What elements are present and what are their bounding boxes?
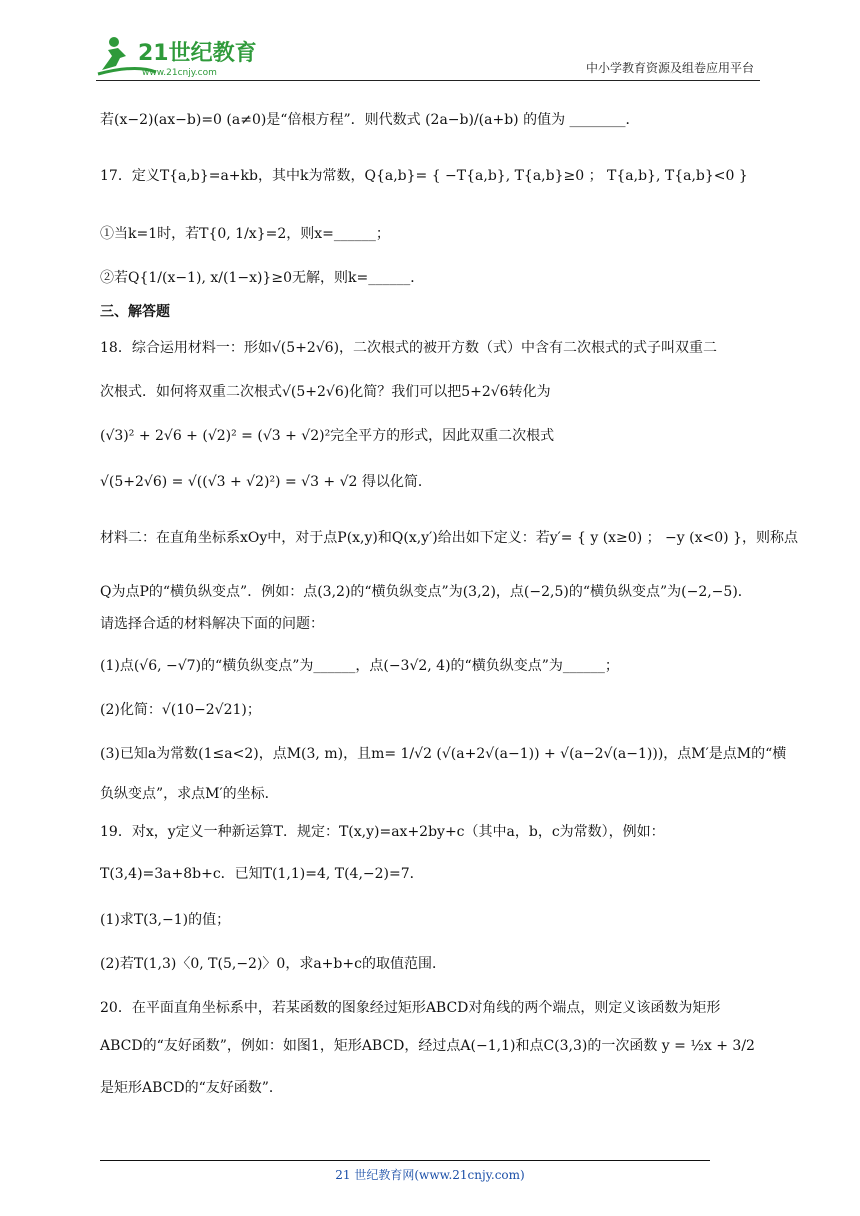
q18-part1: (1)点(√6, −√7)的“横负纵变点”为______，点(−3√2, 4)的“横负纵变点”为______；	[100, 658, 619, 674]
q18-line3: (√3)² + 2√6 + (√2)² = (√3 + √2)²完全平方的形式，因此双重二次根式	[100, 428, 555, 444]
q18-part3: (3)已知a为常数(1≤a<2)，点M(3, m)，且m= 1/√2 (√(a+2√(a−1)) + √(a−2√(a−1)))，点M′是点M的“横	[100, 746, 787, 762]
q19-definition: 19．对x，y定义一种新运算T．规定：T(x,y)=ax+2by+c（其中a，b，c为常数），例如：	[100, 824, 665, 840]
q18-line1: 18．综合运用材料一：形如√(5+2√6)，二次根式的被开方数（式）中含有二次根式的式子叫双重二	[100, 340, 718, 356]
section-title: 三、解答题	[100, 304, 170, 320]
q20-line1: 20．在平面直角坐标系中，若某函数的图象经过矩形ABCD对角线的两个端点，则定义该函数为矩形	[100, 1000, 721, 1016]
q17-part1: ①当k=1时，若T{0, 1/x}=2，则x=______；	[100, 226, 390, 242]
q18-line2: 次根式．如何将双重二次根式√(5+2√6)化简？我们可以把5+2√6转化为	[100, 384, 551, 400]
platform-name: 中小学教育资源及组卷应用平台	[585, 61, 754, 75]
q17-part2: ②若Q{1/(x−1), x/(1−x)}≥0无解，则k=______．	[100, 270, 425, 286]
footer: 21 世纪教育网(www.21cnjy.com)	[335, 1168, 525, 1182]
q18-instruction: 请选择合适的材料解决下面的问题：	[100, 616, 324, 632]
q17-definition: 17．定义T{a,b}=a+kb，其中k为常数，Q{a,b}= { −T{a,b}, T{a,b}≥0 ； T{a,b}, T{a,b}<0 }	[100, 168, 748, 184]
q18-part2: (2)化简：√(10−2√21)；	[100, 702, 261, 718]
q19-part1: (1)求T(3,−1)的值；	[100, 912, 231, 928]
q19-part2: (2)若T(1,3)〈0, T(5,−2)〉0，求a+b+c的取值范围．	[100, 956, 446, 972]
q18-material2: 材料二：在直角坐标系xOy中，对于点P(x,y)和Q(x,y′)给出如下定义：若y′= { y (x≥0) ； −y (x<0) }，则称点	[100, 530, 798, 546]
logo	[96, 34, 266, 78]
footer-divider	[100, 1160, 710, 1161]
page-header	[96, 30, 760, 81]
q19-given: T(3,4)=3a+8b+c．已知T(1,1)=4, T(4,−2)=7．	[100, 866, 424, 882]
q20-line2: ABCD的“友好函数”，例如：如图1，矩形ABCD，经过点A(−1,1)和点C(3,3)的一次函数 y = ½x + 3/2	[100, 1038, 755, 1054]
svg-text:www.21cnjy.com: www.21cnjy.com	[142, 68, 217, 78]
q18-line4: √(5+2√6) = √((√3 + √2)²) = √3 + √2 得以化简．	[100, 474, 432, 490]
q18-example: Q为点P的“横负纵变点”．例如：点(3,2)的“横负纵变点”为(3,2)，点(−2,5)的“横负纵变点”为(−2,−5)．	[100, 584, 752, 600]
q20-line3: 是矩形ABCD的“友好函数”．	[100, 1080, 283, 1096]
svg-text:21世纪教育: 21世纪教育	[138, 41, 257, 66]
line-1: 若(x−2)(ax−b)=0 (a≠0)是“倍根方程”．则代数式 (2a−b)/(a+b) 的值为 ________．	[100, 112, 640, 128]
q18-part3-cont: 负纵变点”，求点M′的坐标．	[100, 786, 279, 802]
